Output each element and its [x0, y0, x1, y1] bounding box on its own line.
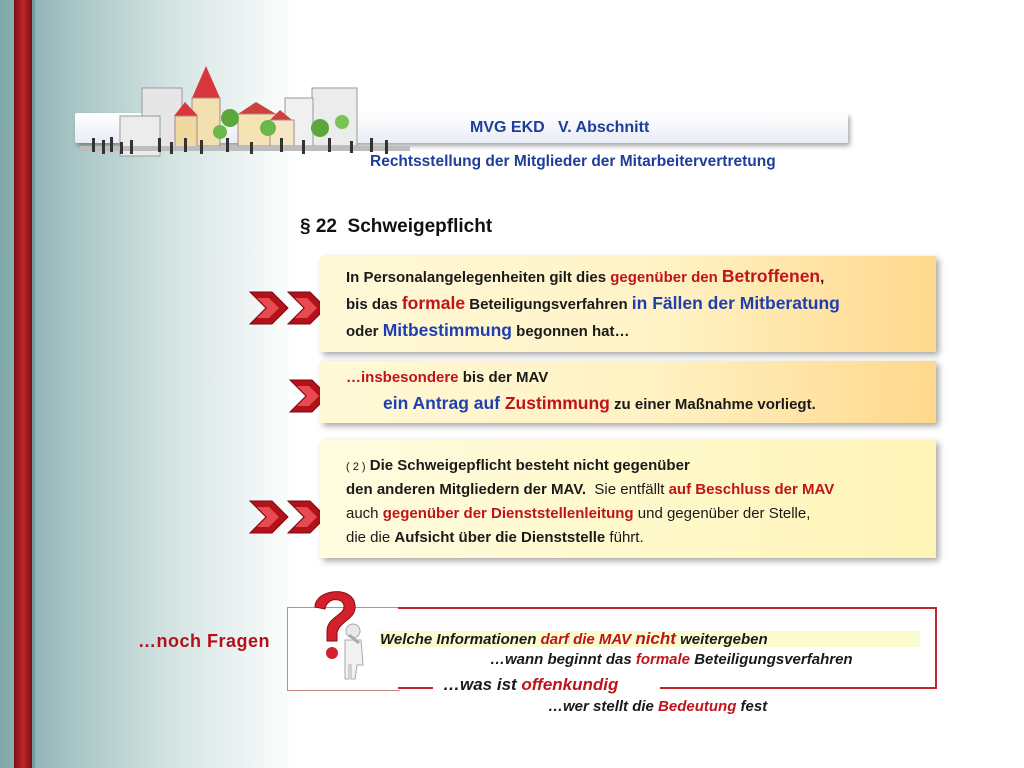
questions-frame-top	[398, 607, 937, 609]
question-highlight: nicht	[635, 629, 676, 648]
header-title: MVG EKD V. Abschnitt	[470, 119, 650, 136]
box1-line3	[346, 322, 630, 340]
questions-frame-bottom	[398, 687, 433, 689]
box2-line2	[383, 395, 816, 413]
question-line-1	[380, 630, 768, 647]
box1-text: ,	[820, 269, 825, 286]
question-text: weitergeben	[675, 631, 768, 648]
box1-highlight: Mitbestimmung	[382, 320, 512, 340]
box3-text: Aufsicht über die Dienststelle	[394, 529, 606, 546]
question-text: fest	[736, 698, 768, 715]
question-line-3	[443, 676, 618, 693]
question-line-4	[548, 699, 767, 714]
box2-text: bis der MAV	[458, 369, 549, 386]
question-highlight: darf die MAV	[540, 631, 636, 648]
question-text: Welche Informationen	[380, 631, 541, 648]
box3-highlight: gegenüber der Dienststellenleitung	[382, 505, 634, 522]
questions-frame-bottom	[660, 687, 937, 689]
box3-text: auch	[346, 505, 383, 522]
double-chevron-icon	[248, 290, 328, 326]
box3-text: Sie entfällt	[586, 481, 669, 498]
box1-highlight: Betroffenen	[721, 266, 821, 286]
box3-text: Die Schweigepflicht besteht nicht gegenüber	[365, 457, 690, 474]
box1-highlight: gegenüber den	[610, 269, 722, 286]
box2-text: zu einer Maßnahme vorliegt.	[609, 396, 816, 413]
box2-highlight: ein Antrag auf	[383, 393, 505, 413]
paragraph-number: ( 2 )	[346, 461, 366, 473]
box3-line1	[346, 458, 690, 473]
double-chevron-icon	[248, 499, 328, 535]
question-highlight: Bedeutung	[658, 698, 737, 715]
noch-fragen-label: …noch Fragen	[138, 631, 271, 651]
left-red-band	[14, 0, 32, 768]
question-highlight: offenkundig	[521, 675, 619, 694]
box3-text: die die	[346, 529, 395, 546]
city-illustration	[80, 58, 420, 176]
box3-highlight: auf Beschluss der MAV	[668, 481, 835, 498]
box3-text: den anderen Mitgliedern der MAV.	[346, 481, 587, 498]
box1-text: Beteiligungsverfahren	[465, 296, 632, 313]
box1-text: begonnen hat…	[512, 323, 630, 340]
box1-text: In Personalangelegenheiten gilt dies	[346, 269, 611, 286]
section-title: § 22 Schweigepflicht	[300, 216, 493, 237]
box3-line2	[346, 482, 834, 497]
box2-line1	[346, 370, 548, 385]
box1-text: oder	[346, 323, 383, 340]
left-divider-line	[32, 0, 35, 768]
question-text: …was ist	[443, 675, 522, 694]
box1-line1	[346, 268, 824, 286]
question-highlight: formale	[635, 651, 691, 668]
question-text: …wer stellt die	[548, 698, 659, 715]
box1-line2	[346, 295, 840, 313]
box3-text: führt.	[605, 529, 644, 546]
box1-text: bis das	[346, 296, 402, 313]
box2-highlight: …insbesondere	[346, 369, 459, 386]
header-subtitle: Rechtsstellung der Mitglieder der Mitarbeitervertretung	[370, 153, 776, 170]
question-text: …wann beginnt das	[490, 651, 636, 668]
box1-highlight: formale	[401, 293, 466, 313]
box2-highlight: Zustimmung	[504, 393, 610, 413]
box3-text: und gegenüber der Stelle,	[633, 505, 811, 522]
questions-frame-right	[935, 607, 937, 689]
question-line-2	[490, 652, 853, 667]
box3-line3	[346, 506, 810, 521]
box3-line4	[346, 530, 644, 545]
question-text: Beteiligungsverfahren	[690, 651, 853, 668]
question-mark-person-icon	[305, 585, 380, 680]
box1-highlight: in Fällen der Mitberatung	[631, 293, 840, 313]
